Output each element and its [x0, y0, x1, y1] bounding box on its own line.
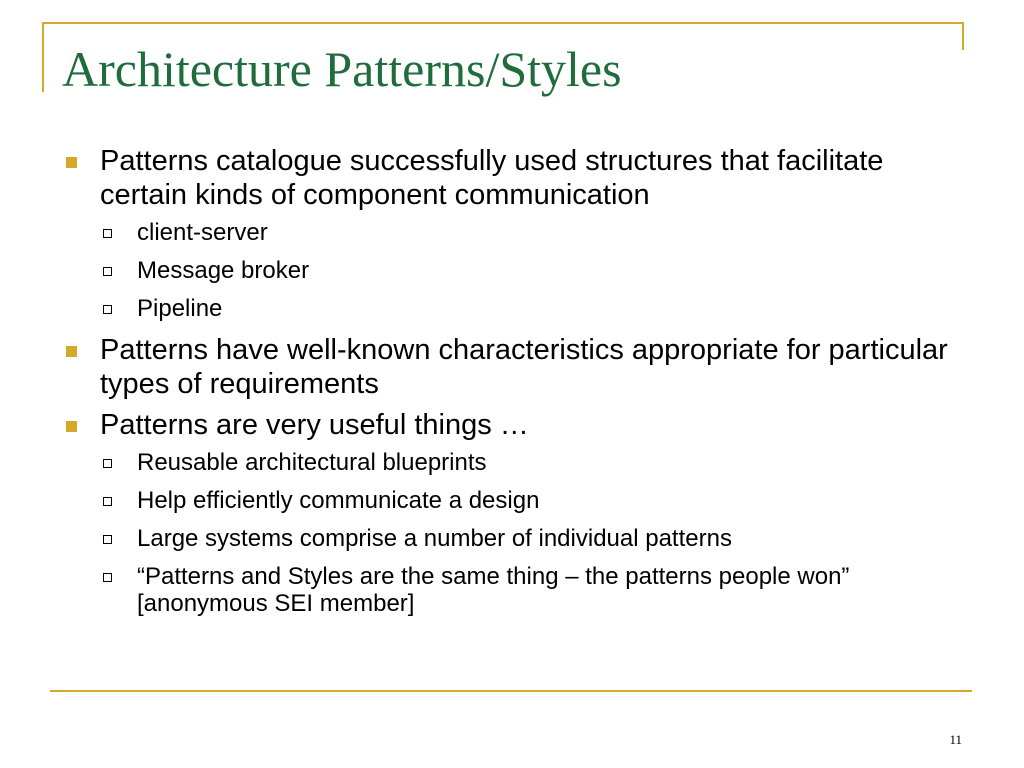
sub-bullet-item	[66, 563, 966, 617]
square-bullet-icon	[66, 346, 77, 357]
page-number: 11	[949, 732, 962, 747]
bullet-item	[66, 144, 966, 212]
hollow-square-bullet-icon	[103, 267, 112, 276]
sub-bullet-item	[66, 449, 966, 476]
sub-bullet-text: Reusable architectural blueprints	[137, 449, 487, 476]
sub-bullet-item	[66, 219, 966, 246]
frame-right-line	[962, 22, 964, 50]
square-bullet-icon	[66, 157, 77, 168]
bullet-text: Patterns have well-known characteristics appropriate for particular types of requirements	[100, 334, 948, 400]
sub-bullet-text: Large systems comprise a number of individual patterns	[137, 525, 732, 552]
hollow-square-bullet-icon	[103, 229, 112, 238]
frame-left-line	[42, 22, 44, 92]
hollow-square-bullet-icon	[103, 459, 112, 468]
square-bullet-icon	[66, 421, 77, 432]
hollow-square-bullet-icon	[103, 497, 112, 506]
slide-title: Architecture Patterns/Styles	[62, 41, 622, 97]
sub-bullet-text: Pipeline	[137, 295, 223, 322]
bullet-list	[66, 144, 966, 628]
sub-bullet-item	[66, 257, 966, 284]
frame-top-line	[42, 22, 964, 24]
sub-bullet-item	[66, 295, 966, 322]
sub-bullet-text: client-server	[137, 219, 268, 246]
bullet-text: Patterns are very useful things …	[100, 409, 529, 441]
bullet-text: Patterns catalogue successfully used structures that facilitate certain kinds of component communication	[100, 145, 884, 211]
hollow-square-bullet-icon	[103, 535, 112, 544]
sub-bullet-item	[66, 525, 966, 552]
sub-bullet-text: Help efficiently communicate a design	[137, 487, 540, 514]
sub-bullet-text: Message broker	[137, 257, 310, 284]
hollow-square-bullet-icon	[103, 305, 112, 314]
hollow-square-bullet-icon	[103, 573, 112, 582]
sub-bullet-item	[66, 487, 966, 514]
bullet-item	[66, 333, 966, 401]
footer-divider	[50, 690, 972, 692]
bullet-item	[66, 408, 966, 442]
sub-bullet-text: “Patterns and Styles are the same thing – the patterns people won” [anonymous SEI member]	[137, 563, 850, 617]
